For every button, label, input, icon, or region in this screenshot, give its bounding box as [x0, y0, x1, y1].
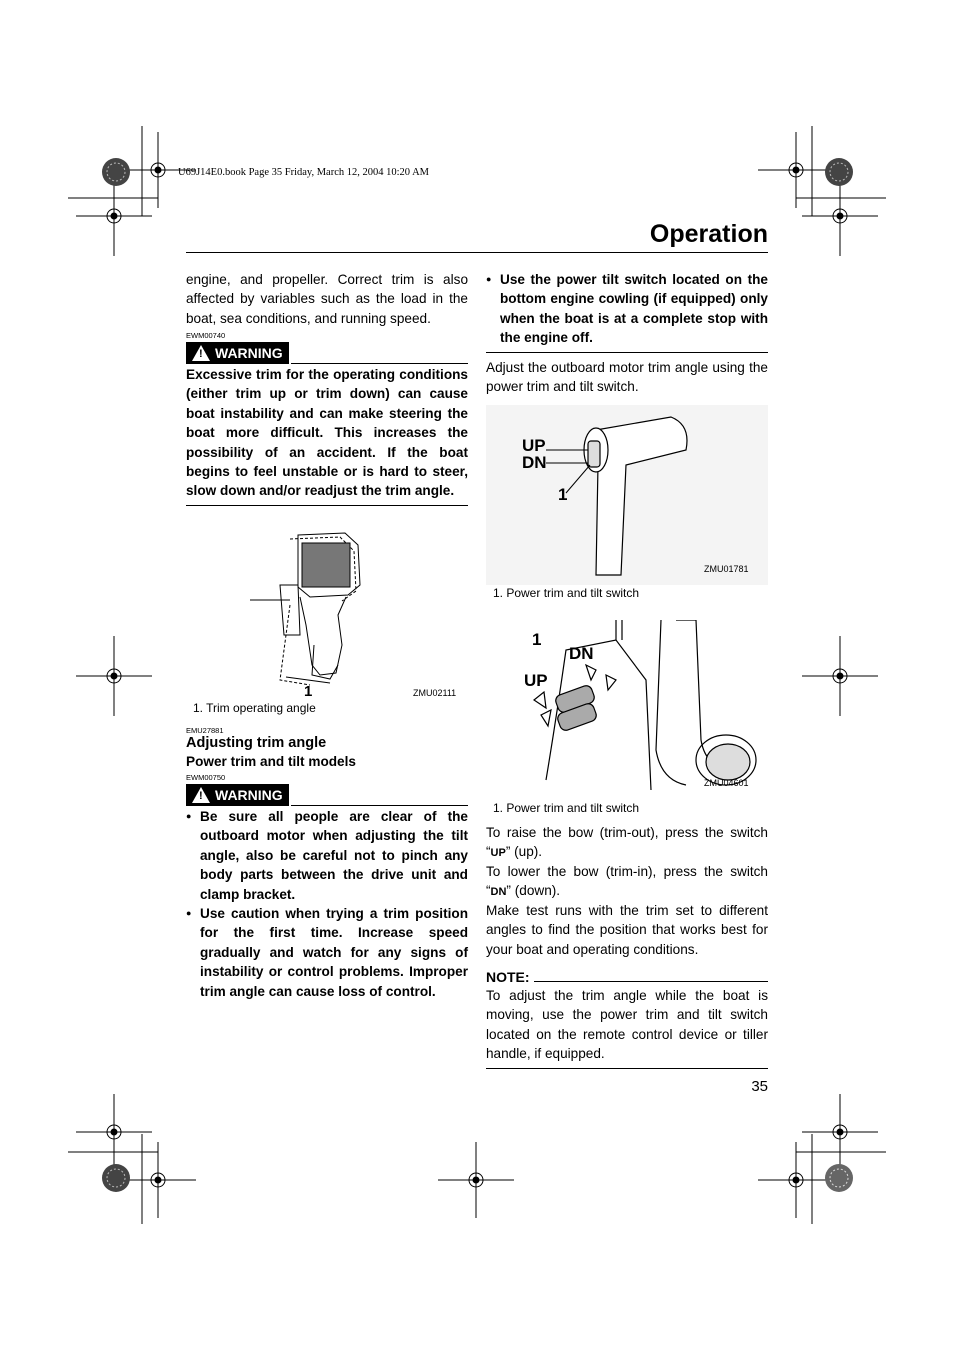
- warning1-text: Excessive trim for the operating conditions (either trim up or trim down) can cause boat instability and can make steering the boat more difficult. This increases the possibility of an accident. If the boat begins to feel unstable or is hard to steer, slow down and/or readjust the trim angle.: [186, 367, 468, 499]
- note-label: NOTE:: [486, 969, 530, 985]
- fig3-code: ZMU04601: [704, 778, 749, 788]
- up-symbol: UP: [490, 847, 506, 860]
- print-header: U69J14E0.book Page 35 Friday, March 12, 2004 10:20 AM: [178, 167, 430, 178]
- fig1-caption: 1. Trim operating angle: [193, 701, 316, 715]
- warning2-list: [186, 807, 468, 1001]
- raise-paragraph: To raise the bow (trim-out), press the switch “UP” (up).: [486, 825, 768, 860]
- note-heading: [486, 969, 768, 985]
- warning1-end-rule: [186, 505, 468, 506]
- intro-paragraph: engine, and propeller. Correct trim is also affected by variables such as the load in the boat, sea conditions, and running speed.: [186, 272, 468, 326]
- warning-continued-list: [486, 270, 768, 348]
- warning-end-rule: [486, 352, 768, 353]
- warning-label: WARNING: [215, 787, 283, 803]
- cowling-switch-illustration: [486, 620, 768, 795]
- fig3-dn-label: DN: [569, 644, 594, 663]
- page-title: Operation: [649, 220, 768, 248]
- fig2-caption: 1. Power trim and tilt switch: [493, 586, 640, 600]
- list-item: ● Be sure all people are clear of the outboard motor when adjusting the tilt angle, also be careful not to pinch any body parts between the drive unit and clamp bracket.: [186, 807, 468, 904]
- subsection-title: Power trim and tilt models: [186, 754, 356, 769]
- note-text: To adjust the trim angle while the boat is moving, use the power trim and tilt switch located on the remote control device or tiller handle, if equipped.: [486, 988, 768, 1062]
- dn-symbol: DN: [490, 886, 507, 899]
- page-number: 35: [751, 1078, 768, 1095]
- warning1-code: EWM00740: [186, 331, 226, 340]
- fig3-callout: 1: [532, 630, 542, 649]
- fig2-up-label: UP: [522, 436, 546, 455]
- outboard-motor-illustration: [250, 525, 370, 705]
- warning1-banner: [186, 342, 468, 364]
- warning-label: WARNING: [215, 345, 283, 361]
- section-title: Adjusting trim angle: [186, 735, 327, 751]
- list-item: ● Use the power tilt switch located on the bottom engine cowling (if equipped) only when the boat is at a complete stop with the engine off.: [486, 270, 768, 348]
- warning2-code: EWM00750: [186, 773, 226, 782]
- fig2-dn-label: DN: [522, 453, 547, 472]
- title-rule: [186, 252, 768, 253]
- test-runs-paragraph: Make test runs with the trim set to different angles to find the position that works best for your boat and operating conditions.: [486, 903, 768, 957]
- section-code: EMU27881: [186, 726, 224, 735]
- list-item: ● Use caution when trying a trim position for the first time. Increase speed gradually and watch for any signs of instability or control problems. Improper trim angle can cause loss of control.: [186, 904, 468, 1001]
- warning-triangle-icon: !: [192, 345, 210, 361]
- warning-triangle-icon: !: [192, 787, 210, 803]
- fig2-code: ZMU01781: [704, 564, 749, 574]
- fig3-up-label: UP: [524, 671, 548, 690]
- warning2-banner: [186, 784, 468, 806]
- fig3-caption: 1. Power trim and tilt switch: [493, 801, 640, 815]
- adjust-paragraph: Adjust the outboard motor trim angle using the power trim and tilt switch.: [486, 360, 768, 395]
- fig1-code: ZMU02111: [413, 688, 457, 698]
- note-end-rule: [486, 1068, 768, 1069]
- tiller-switch-illustration: [486, 405, 768, 585]
- fig1-callout-label: 1: [304, 683, 313, 700]
- lower-paragraph: To lower the bow (trim-in), press the switch “DN” (down).: [486, 864, 768, 899]
- fig2-callout: 1: [558, 485, 568, 504]
